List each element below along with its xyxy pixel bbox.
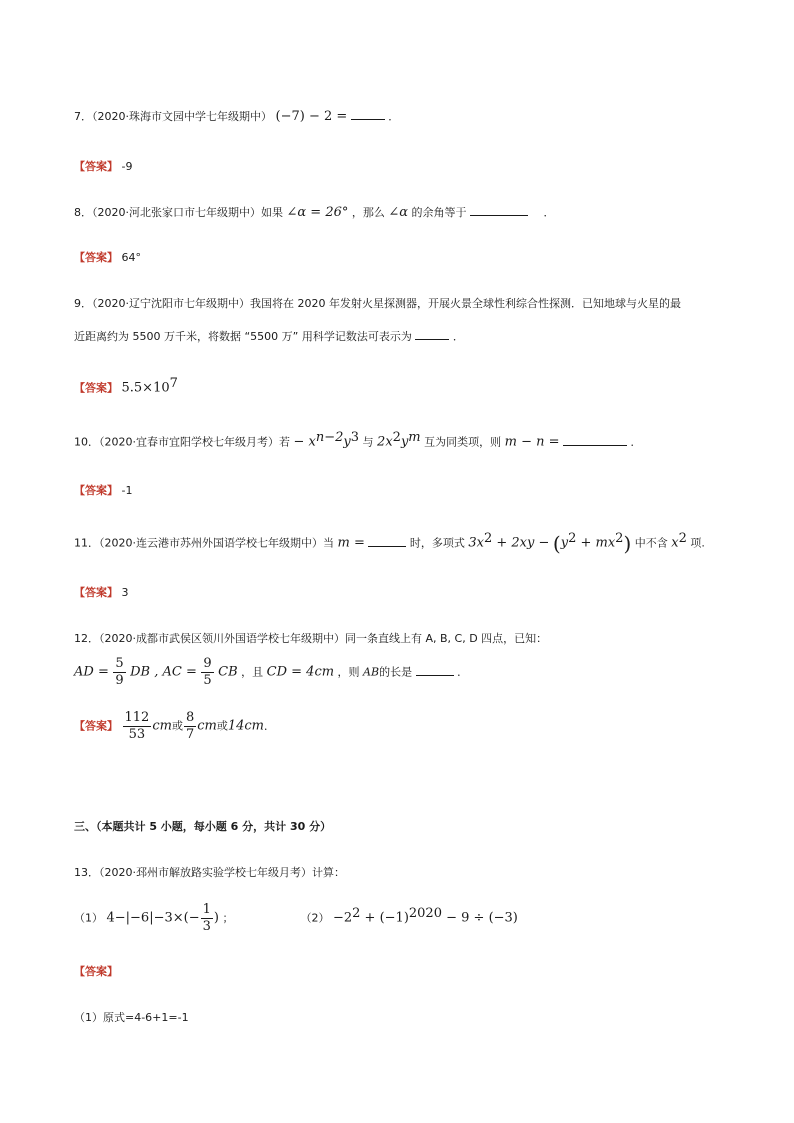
question-7 [74, 108, 399, 124]
q12-end: ． [457, 665, 469, 679]
q12-f1-den: 9 [115, 673, 124, 688]
q13-part2-b: + (−1) [360, 910, 409, 926]
a12-value-3: 14cm [227, 718, 264, 734]
answer-13 [74, 963, 118, 979]
q13-part1-fraction [201, 902, 213, 935]
answer-12 [74, 710, 275, 743]
answer-label: 【答案】 [74, 160, 118, 173]
q10-term2-yexp: m [408, 430, 421, 445]
q10-term2-y: y [400, 434, 409, 450]
answer-7 [74, 158, 132, 174]
section-3-text: 三、（本题共计 5 小题，每小题 6 分，共计 30 分） [74, 820, 332, 833]
q12-blank [416, 665, 454, 676]
q12-f1-num: 5 [115, 656, 124, 671]
q11-mid2: 中不含 [634, 536, 668, 550]
q11-paren-open: ( [552, 531, 561, 556]
q13-prefix: 13．（2020·邳州市解放路实验学校七年级月考）计算： [74, 866, 345, 879]
q10-blank [563, 435, 627, 446]
q10-term1-y: y [343, 434, 351, 450]
q12-f2-den: 5 [203, 673, 212, 688]
q11-prefix: 11．（2020·连云港市苏州外国语学校七年级期中）当 [74, 536, 334, 550]
q11-blank [368, 536, 406, 547]
q9-end: ． [452, 330, 464, 343]
q8-angle2: ∠α [388, 205, 409, 220]
answer-10-value: -1 [121, 484, 133, 497]
q10-term2: 2x [377, 434, 393, 450]
answer-8-value: 64° [121, 251, 141, 264]
q8-mid: ，那么 [351, 206, 385, 219]
a12-cm-1: cm [152, 718, 172, 734]
question-12-line1 [74, 630, 547, 646]
q13-f-num: 1 [202, 902, 211, 917]
q13-part1-end: ) [213, 910, 219, 926]
q13-solution-1: （1）原式=4-6+1=-1 [74, 1011, 189, 1024]
q11-end: 项. [690, 536, 705, 550]
q11-exp-a: 2 [483, 531, 493, 546]
answer-label: 【答案】 [74, 719, 118, 733]
section-3-heading [74, 818, 331, 834]
q13-part2-a: −2 [332, 910, 353, 926]
a12-or-1: 或 [171, 719, 183, 733]
q9-blank [415, 329, 449, 340]
a12-f2-den: 7 [185, 727, 195, 742]
q7-prefix: 7．（2020·珠海市文园中学七年级期中） [74, 110, 272, 123]
question-13 [74, 864, 345, 880]
question-11 [74, 531, 705, 556]
answer-9-base: 5.5×10 [121, 380, 170, 396]
q11-exp-c: 2 [568, 531, 577, 546]
q13-part2-b-exp: 2020 [408, 905, 442, 921]
q12-cd: CD = 4cm [266, 664, 335, 680]
answer-label: 【答案】 [74, 586, 118, 599]
q11-var: m = [337, 535, 365, 551]
answer-label: 【答案】 [74, 251, 118, 264]
q10-term1: − x [293, 434, 316, 450]
answer-9-exponent: 7 [169, 376, 178, 391]
a12-or-2: 或 [216, 719, 228, 733]
q11-poly-a: 3x [468, 535, 484, 551]
q8-end: ． [543, 206, 555, 219]
question-8 [74, 204, 555, 220]
q12-fraction-1 [113, 656, 125, 689]
question-9-line2 [74, 328, 464, 344]
q7-expression: (−7) − 2 = [275, 109, 348, 124]
question-9-line1 [74, 295, 681, 311]
answer-10 [74, 482, 132, 498]
question-10 [74, 430, 642, 450]
answer-label: 【答案】 [74, 965, 118, 978]
q10-term2-exp: 2 [392, 430, 401, 445]
answer-label: 【答案】 [74, 484, 118, 497]
q13-part2-a-exp: 2 [352, 905, 361, 921]
q12-cb: CB [218, 664, 238, 680]
answer-8 [74, 249, 141, 265]
q11-poly-c: y [560, 535, 569, 551]
q13-part2-label: （2） [300, 911, 330, 925]
q8-angle: ∠α = 26° [286, 205, 349, 220]
q8-prefix: 8．（2020·河北张家口市七年级期中）如果 [74, 206, 283, 219]
a12-f1-num: 112 [124, 710, 150, 725]
q13-part2-c: − 9 ÷ (−3) [441, 910, 518, 926]
q13-part1-sep: ； [222, 911, 234, 925]
q12-mid2: ，则 [337, 665, 360, 679]
q11-exp-d: 2 [615, 531, 624, 546]
q11-poly-d: + mx [576, 535, 616, 551]
q12-ab: AB [363, 665, 380, 679]
q9-line1: 9．（2020·辽宁沈阳市七年级期中）我国将在 2020 年发射火星探测器，开展火景全球性利综合性探测．已知地球与火星的最 [74, 297, 681, 310]
q9-line2: 近距离约为 5500 万千米，将数据 “5500 万” 用科学记数法可表示为 [74, 330, 412, 343]
q11-mid: 时，多项式 [409, 536, 465, 550]
answer-9 [74, 376, 178, 396]
answer-7-value: -9 [121, 160, 133, 173]
q10-expression: m − n = [504, 434, 560, 450]
a12-end: ． [263, 719, 275, 733]
q10-prefix: 10．（2020·宜春市宜阳学校七年级月考）若 [74, 435, 290, 449]
q13-f-den: 3 [202, 919, 211, 934]
q12-f2-num: 9 [203, 656, 212, 671]
q11-exp-var2: 2 [678, 531, 687, 546]
q10-term1-yexp: 3 [350, 430, 360, 445]
q8-suffix: 的余角等于 [411, 206, 467, 219]
answer-12-fraction-1 [123, 710, 152, 743]
a12-cm-2: cm [197, 718, 217, 734]
q12-ad: AD = [74, 664, 109, 680]
a12-f1-den: 53 [128, 727, 146, 742]
q12-db: DB , AC = [130, 664, 197, 680]
q7-blank [351, 109, 385, 120]
q10-term1-exp: n−2 [315, 430, 344, 445]
q7-suffix: ． [388, 110, 400, 123]
q10-mid2: 互为同类项，则 [424, 435, 502, 449]
question-12-line2 [74, 656, 468, 689]
q11-var2: x [671, 535, 679, 551]
a12-f2-num: 8 [185, 710, 195, 725]
answer-11-value: 3 [121, 586, 129, 599]
q11-paren-close: ) [623, 531, 632, 556]
answer-12-fraction-2 [184, 710, 196, 743]
q11-poly-b: + 2xy − [492, 535, 550, 551]
q10-end: ． [630, 435, 642, 449]
answer-13-solution-1 [74, 1009, 189, 1025]
q12-fraction-2 [201, 656, 213, 689]
q8-blank [470, 205, 528, 216]
q12-end1: 的长是 [379, 665, 413, 679]
q13-part1-expr: 4−|−6|−3×(− [106, 910, 200, 926]
answer-label: 【答案】 [74, 381, 118, 395]
q12-mid: ，且 [241, 665, 264, 679]
q12-line1: 12．（2020·成都市武侯区领川外国语学校七年级期中）同一条直线上有 A, B, C, D 四点，已知： [74, 632, 548, 645]
question-13-parts [74, 902, 518, 935]
answer-11 [74, 584, 129, 600]
q13-part1-label: （1） [74, 911, 103, 925]
q10-mid: 与 [362, 435, 374, 449]
